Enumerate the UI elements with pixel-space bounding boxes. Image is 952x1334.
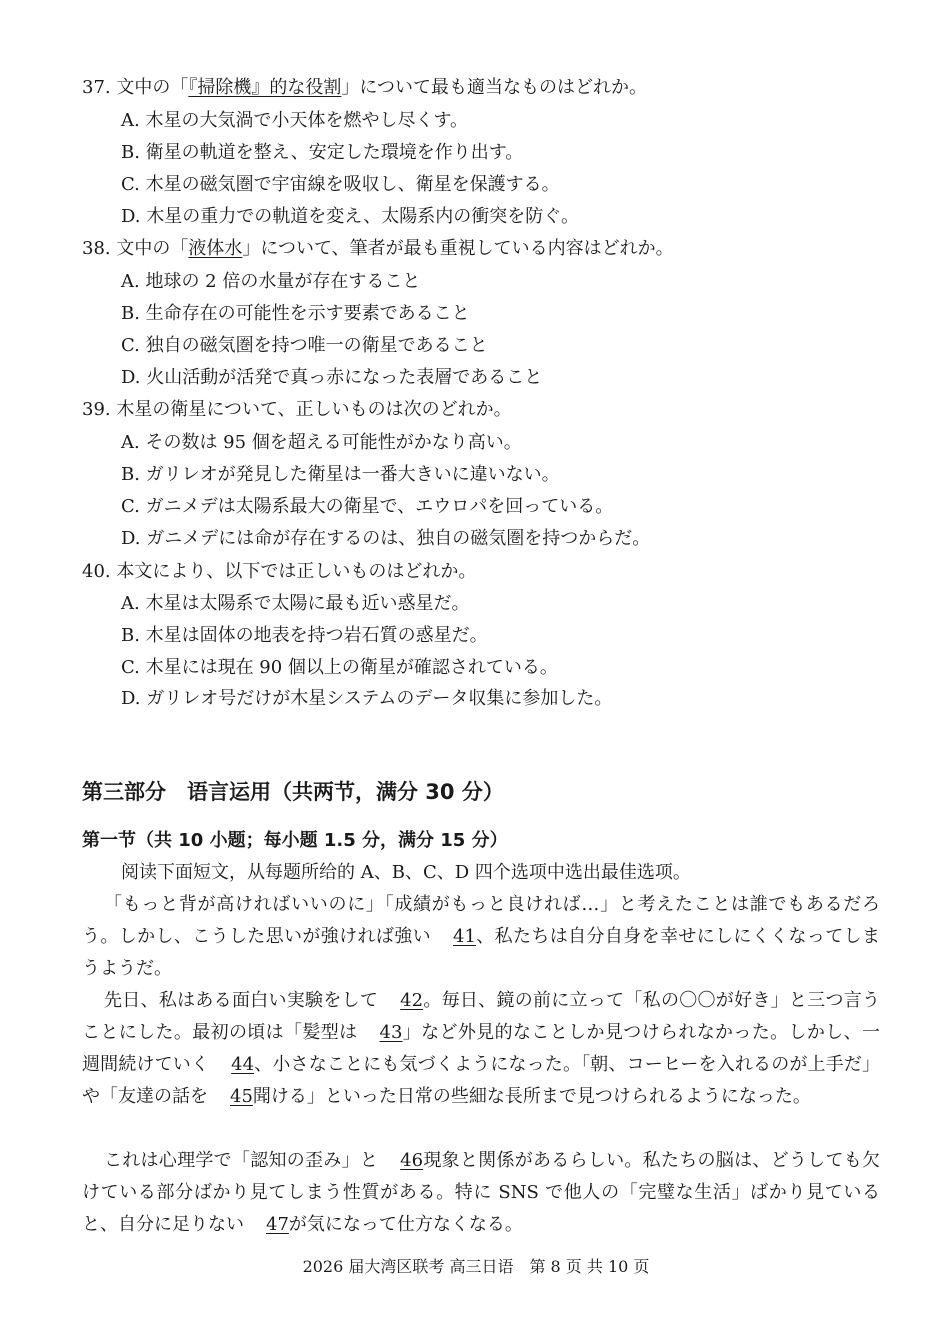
blank-42: 42 <box>400 990 424 1011</box>
section-instruction: 阅读下面短文，从每题所给的 A、B、C、D 四个选项中选出最佳选项。 <box>121 862 691 883</box>
question-37-option-d: D. 木星の重力での軌道を変え、太陽系内の衝突を防ぐ。 <box>121 206 579 227</box>
question-38-option-d: D. 火山活動が活発で真っ赤になった表層であること <box>121 367 543 388</box>
question-37-option-b: B. 衛星の軌道を整え、安定した環境を作り出す。 <box>121 142 524 163</box>
stem-text: 37. 文中の「 <box>82 77 189 98</box>
question-37-option-c: C. 木星の磁気圏で宇宙線を吸収し、衛星を保護する。 <box>121 174 560 195</box>
passage-paragraph-3 <box>82 1145 880 1241</box>
passage-text: 「もっと背が高ければいいのに」「成績がもっと良ければ…」と考えたことは誰でもあるだろう。しかし、こうした思いが強ければ強い <box>82 894 880 947</box>
question-38-stem <box>82 237 674 261</box>
blank-44: 44 <box>231 1054 255 1075</box>
question-39-stem: 39. 木星の衛星について、正しいものは次のどれか。 <box>82 399 512 420</box>
underlined-phrase: 液体水 <box>188 238 243 259</box>
question-39-option-b: B. ガリレオが発見した衛星は一番大きいに違いない。 <box>121 464 560 485</box>
question-37-option-a: A. 木星の大気渦で小天体を燃やし尽くす。 <box>121 110 469 131</box>
passage-text: 。毎日、鏡の前に立って「私の〇〇が好き」と三つ言うことにした。最初の頃は「髪型は <box>82 990 881 1043</box>
section-subtitle: 第一节（共 10 小题；每小题 1.5 分，满分 15 分） <box>82 830 508 851</box>
stem-text: 」について、筆者が最も重視している内容はどれか。 <box>242 238 674 259</box>
question-40-option-a: A. 木星は太陽系で太陽に最も近い惑星だ。 <box>121 593 470 614</box>
question-38-option-c: C. 独自の磁気圏を持つ唯一の衛星であること <box>121 335 488 356</box>
underlined-phrase: 『掃除機』的な役割 <box>188 77 342 98</box>
passage-text: 」など外見的なことしか見つけられなかった。しかし、一週間続けていく <box>82 1022 881 1075</box>
passage-text: 先日、私はある面白い実験をして <box>104 990 379 1011</box>
page-footer: 2026 届大湾区联考 高三日语 第 8 页 共 10 页 <box>302 1257 650 1276</box>
question-40-option-b: B. 木星は固体の地表を持つ岩石質の惑星だ。 <box>121 625 488 646</box>
question-40-option-d: D. ガリレオ号だけが木星システムのデータ収集に参加した。 <box>121 688 613 709</box>
passage-text: 現象と関係があるらしい。私たちの脳は、どうしても欠けている部分ばかり見てしまう性質がある。特に SNS で他人の「完璧な生活」ばかり見ていると、自分に足りない <box>82 1150 881 1235</box>
section-title: 第三部分 语言运用（共两节，满分 30 分） <box>82 780 504 804</box>
question-38-option-b: B. 生命存在の可能性を示す要素であること <box>121 303 470 324</box>
passage-paragraph-1 <box>82 889 880 985</box>
question-40-option-c: C. 木星には現在 90 個以上の衛星が確認されている。 <box>121 657 558 678</box>
passage-paragraph-2 <box>82 985 880 1113</box>
question-39-option-d: D. ガニメデには命が存在するのは、独自の磁気圏を持つからだ。 <box>121 528 651 549</box>
blank-41: 41 <box>453 926 476 947</box>
question-39-option-c: C. ガニメデは太陽系最大の衛星で、エウロパを回っている。 <box>121 496 614 517</box>
blank-46: 46 <box>400 1150 424 1171</box>
question-38-option-a: A. 地球の 2 倍の水量が存在すること <box>121 271 421 292</box>
blank-45: 45 <box>230 1086 253 1107</box>
stem-text: 」について最も適当なものはどれか。 <box>341 77 647 98</box>
question-40-stem: 40. 本文により、以下では正しいものはどれか。 <box>82 561 477 582</box>
passage-text: 聞ける」といった日常の些細な長所まで見つけられるようになった。 <box>252 1086 811 1107</box>
passage-text: が気になって仕方なくなる。 <box>288 1214 523 1235</box>
stem-text: 38. 文中の「 <box>82 238 189 259</box>
question-37-stem <box>82 76 647 100</box>
blank-43: 43 <box>379 1022 403 1043</box>
blank-47: 47 <box>266 1214 289 1235</box>
passage-text: 、小さなことにも気づくようになった。「朝、コーヒーを入れるのが上手だ」や「友達の話を <box>82 1054 881 1107</box>
question-39-option-a: A. その数は 95 個を超える可能性がかなり高い。 <box>121 432 522 453</box>
passage-text: これは心理学で「認知の歪み」と <box>104 1150 379 1171</box>
passage-text: 、私たちは自分自身を幸せにしにくくなってしまうようだ。 <box>82 926 881 979</box>
